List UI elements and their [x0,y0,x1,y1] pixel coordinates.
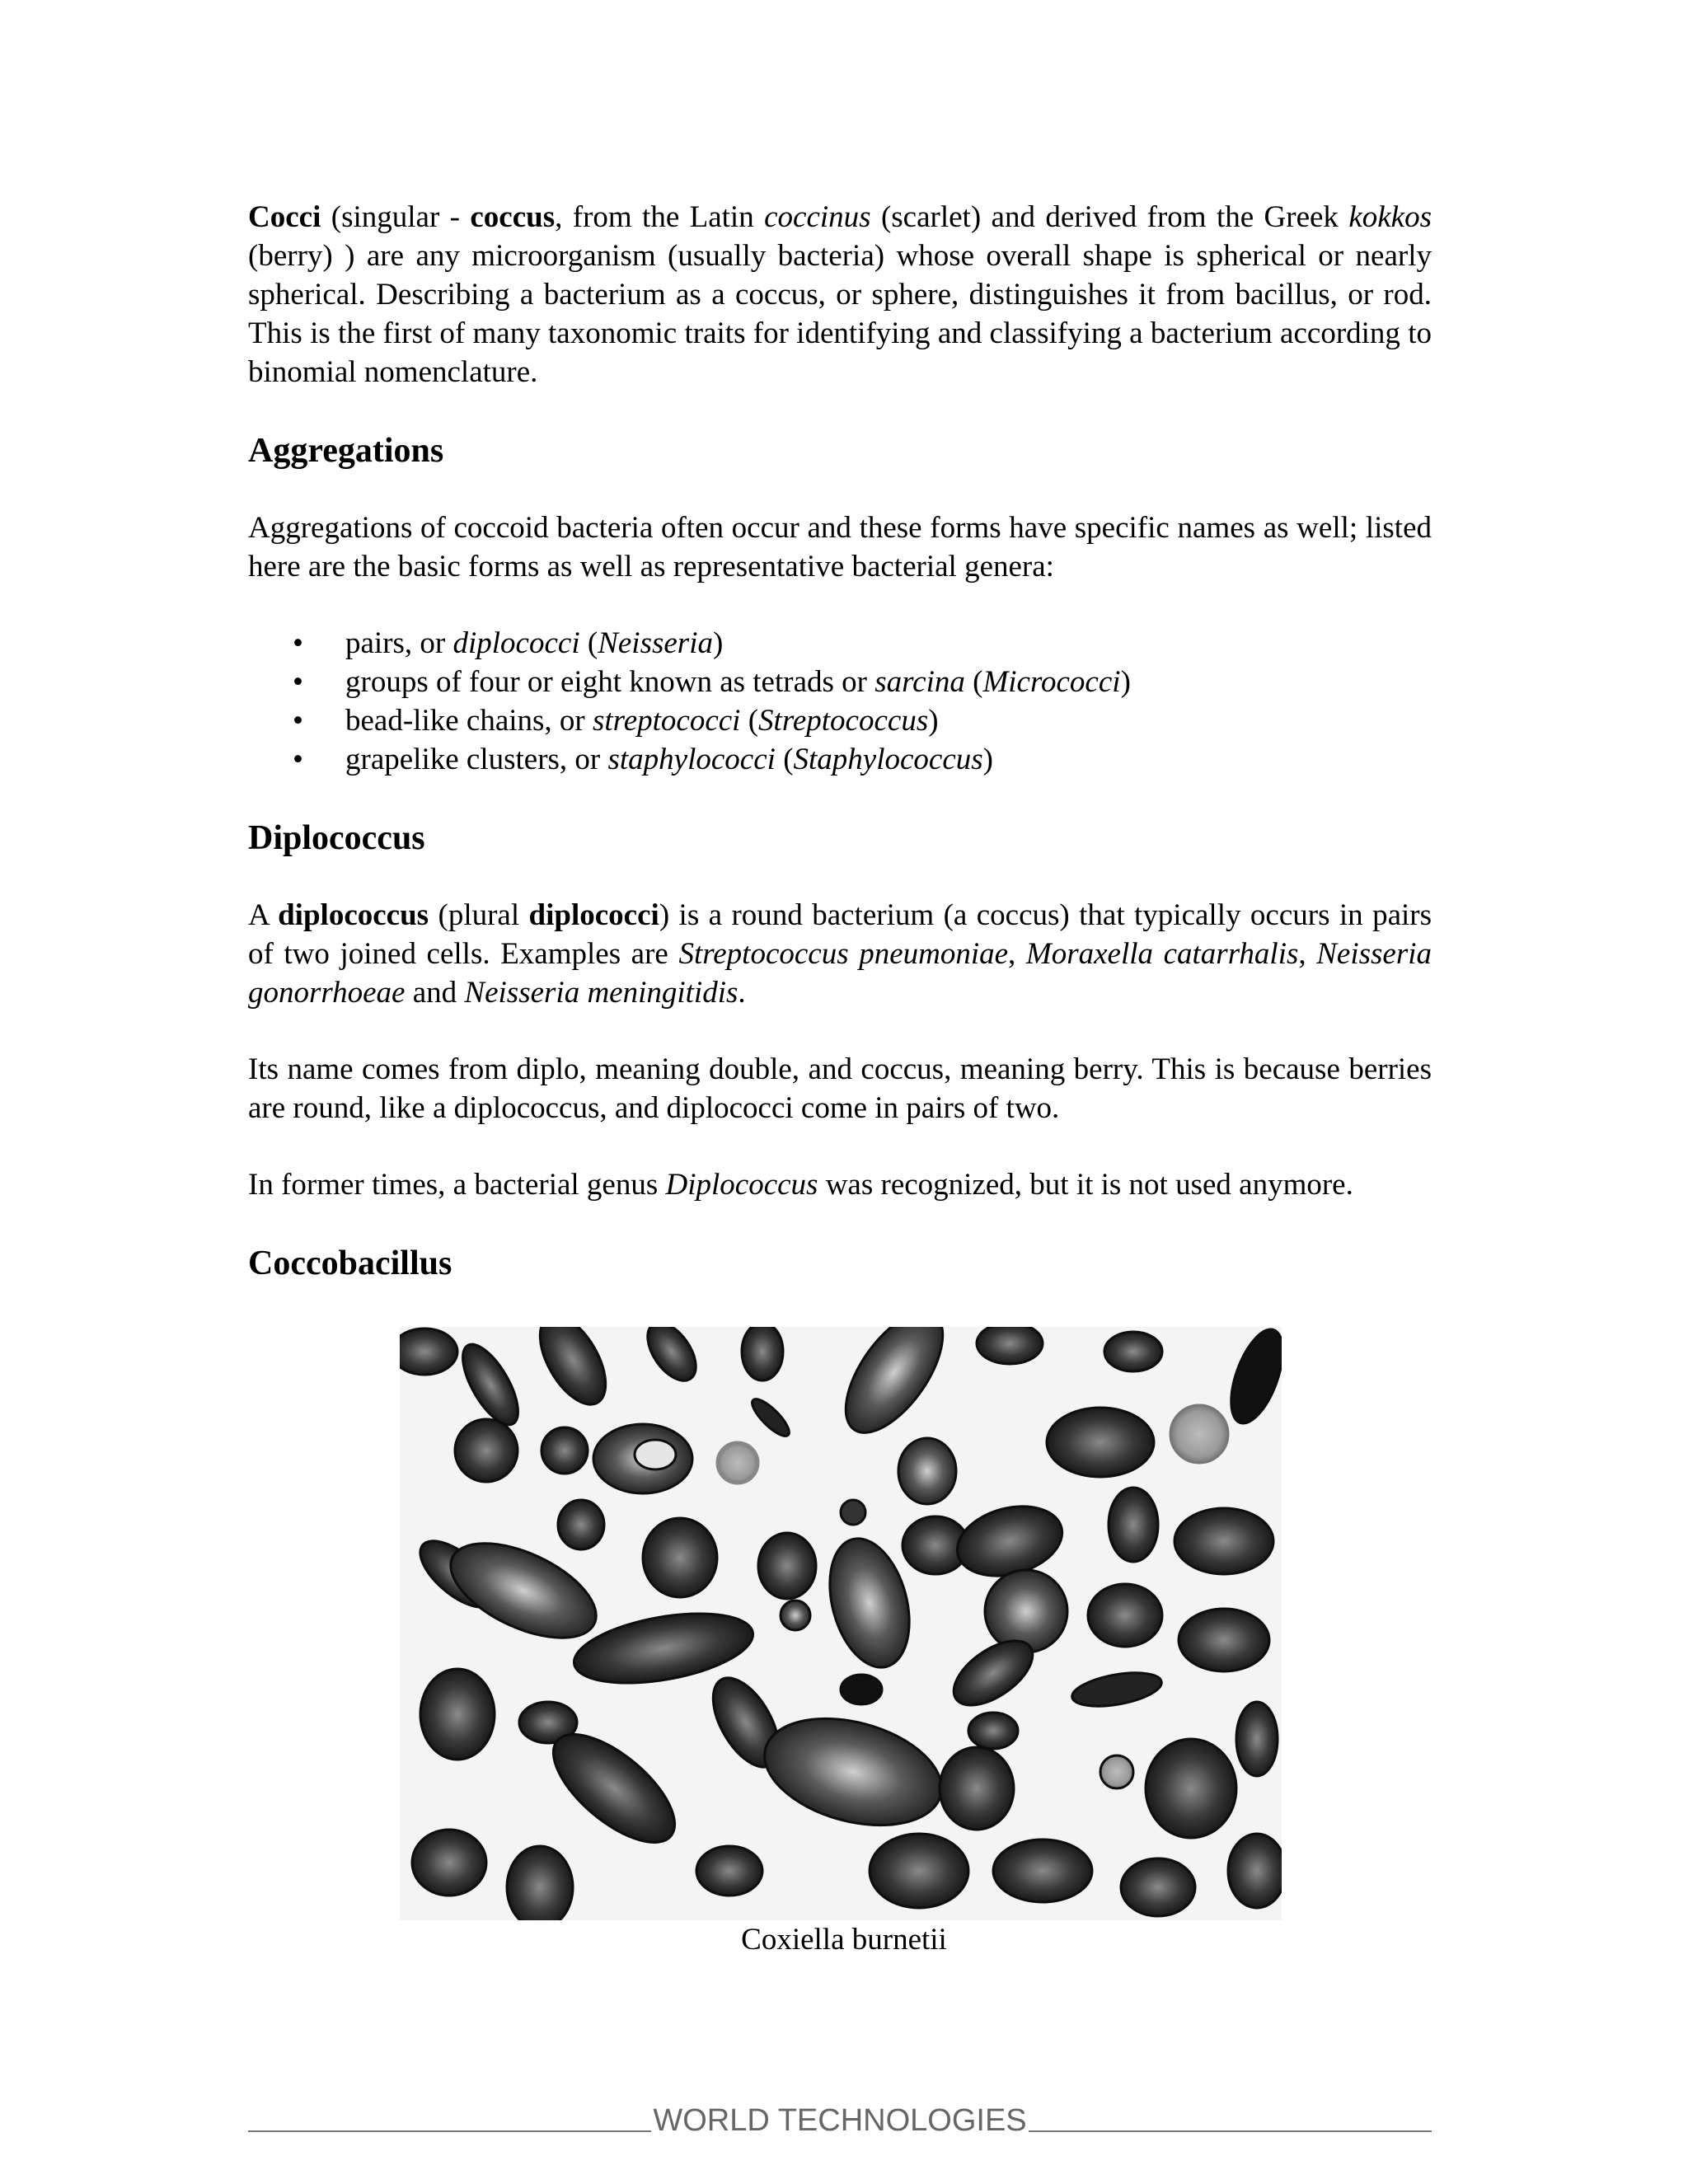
content-body [248,198,1432,1285]
list-item: • pairs, or diplococci (Neisseria) [345,624,1432,663]
aggregations-heading: Aggregations [248,432,444,470]
list-item: • bead-like chains, or streptococci (Streptococcus) [345,701,1432,740]
list-item: • groups of four or eight known as tetrads or sarcina (Micrococci) [345,663,1432,701]
micrograph-image [400,1327,1282,1920]
intro-paragraph: Cocci (singular - coccus, from the Latin coccinus (scarlet) and derived from the Greek kokkos (berry) ) are any microorganism (usually bacteria) whose overall shape is spherical or nearly spherical. Describing a bacterium as a coccus, or sphere, distinguishes it from bacillus, or rod. This is the first of many taxonomic traits for identifying and classifying a bacterium according to binomial nomenclature. [248,200,1432,389]
diplococcus-paragraph-3: In former times, a bacterial genus Diplococcus was recognized, but it is not used anymore. [248,1168,1353,1202]
diplococcus-paragraph-1: A diplococcus (plural diplococci) is a round bacterium (a coccus) that typically occurs in pairs of two joined cells. Examples are Streptococcus pneumoniae, Moraxella catarrhalis, Neisseria gonorrhoeae and Neisseria meningitidis. [248,898,1432,1010]
footer-rule-right [1029,2130,1432,2132]
list-item: • grapelike clusters, or staphylococci (Staphylococcus) [345,740,1432,779]
diplococcus-heading: Diplococcus [248,819,425,857]
diplococcus-paragraph-2: Its name comes from diplo, meaning double, and coccus, meaning berry. This is because berries are round, like a diplococcus, and diplococci come in pairs of two. [248,1052,1432,1125]
page-footer [248,2097,1432,2139]
bacteria-micrograph [400,1327,1282,1920]
footer-rule-left [248,2130,651,2132]
aggregations-list [248,624,1432,779]
figure-caption: Coxiella burnetii [741,1923,947,1957]
footer-label: WORLD TECHNOLOGIES [653,2103,1027,2138]
coccobacillus-heading: Coccobacillus [248,1244,452,1282]
aggregations-paragraph: Aggregations of coccoid bacteria often occur and these forms have specific names as well; listed here are the basic forms as well as representative bacterial genera: [248,511,1432,583]
